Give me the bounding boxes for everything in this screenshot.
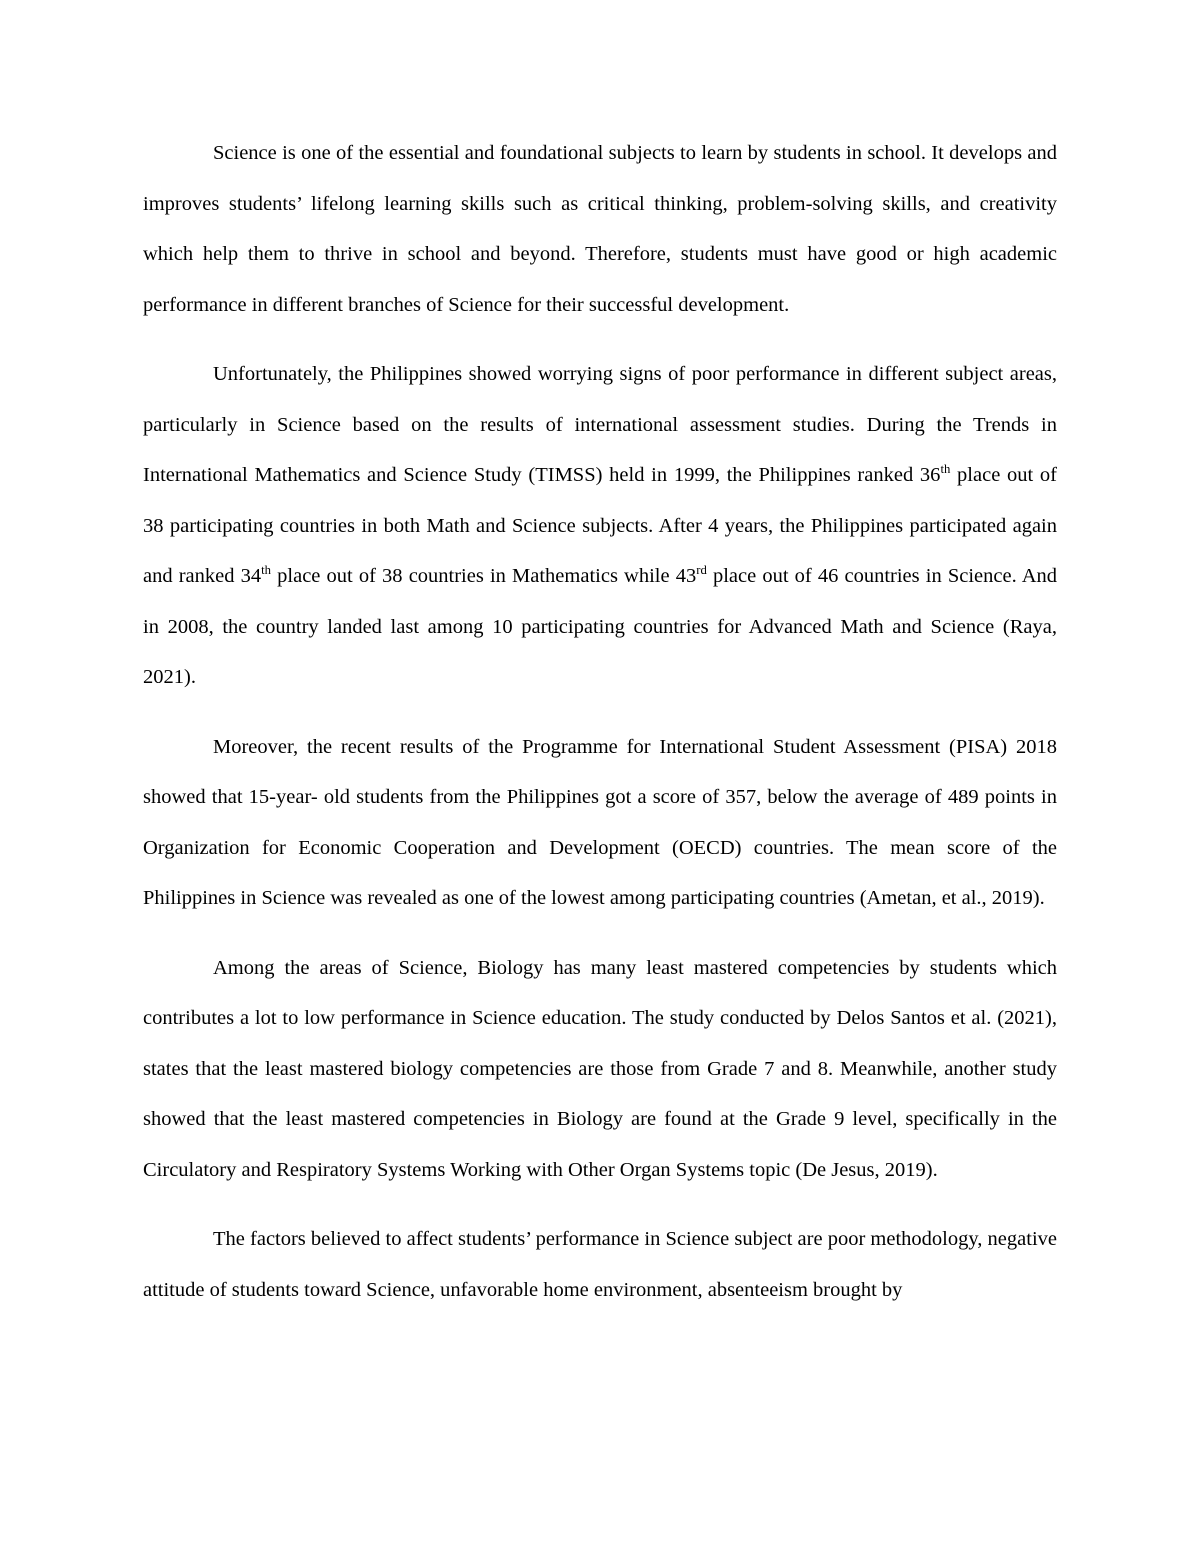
text-run: Unfortunately, the Philippines showed worrying signs of poor performance in different subject areas, particularly in Science based on the results of international assessment studies. During the Trends in International Mathematics and Science Study (TIMSS) held in 1999, the Philippines ranked 36 [143,363,1057,486]
text-run: place out of 38 participating countries in both Math and Science subjects. After 4 years, the Philippines participated again and ranked 34 [143,464,1058,587]
text-run: Among the areas of Science, Biology has many least mastered competencies by students which contributes a lot to low performance in Science education. The study conducted by Delos Santos et al. (2021), states that the least mastered biology competencies are those from Grade 7 and 8. Meanwhile, another study showed that the least mastered competencies in Biology are found at the Grade 9 level, specifically in the Circulatory and Respiratory Systems Working with Other Organ Systems topic (De Jesus, 2019). [143,956,1057,1181]
paragraph [143,722,1057,924]
document-body [143,128,1057,1315]
paragraph [143,1214,1057,1315]
text-run: The factors believed to affect students’ performance in Science subject are poor methodology, negative attitude of students toward Science, unfavorable home environment, absenteeism brought by [143,1228,1057,1301]
text-run: place out of 38 countries in Mathematics while 43 [271,565,697,587]
text-run: Moreover, the recent results of the Programme for International Student Assessment (PISA) 2018 showed that 15-year- old students from the Philippines got a score of 357, below the average of 489 points in Organization for Economic Cooperation and Development (OECD) countries. The mean score of the Philippines in Science was revealed as one of the lowest among participating countries (Ametan, et al., 2019). [143,735,1057,909]
ordinal-superscript: th [940,462,951,477]
paragraph [143,128,1057,330]
paragraph [143,349,1057,703]
ordinal-superscript: rd [696,563,707,578]
paragraph [143,943,1057,1196]
ordinal-superscript: th [261,563,272,578]
text-run: Science is one of the essential and foundational subjects to learn by students in school. It develops and improves students’ lifelong learning skills such as critical thinking, problem-solving skills, and creativity which help them to thrive in school and beyond. Therefore, students must have good or high academic performance in different branches of Science for their successful development. [143,142,1057,316]
text-run: place out of 46 countries in Science. And in 2008, the country landed last among 10 participating countries for Advanced Math and Science (Raya, 2021). [143,565,1058,688]
